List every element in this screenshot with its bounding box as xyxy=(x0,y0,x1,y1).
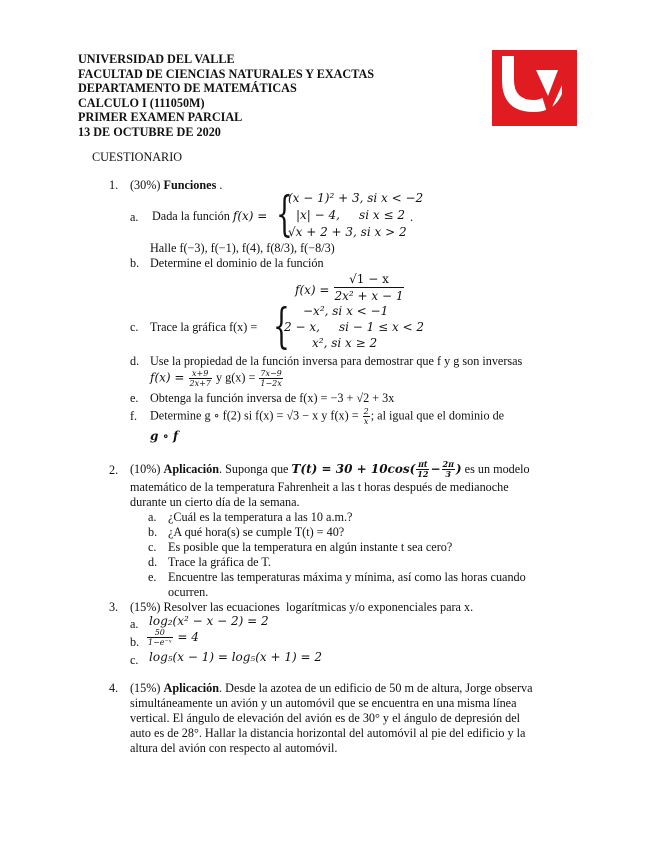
q4-line3: vertical. El ángulo de elevación del avión es de 30° y el ángulo de depresión del xyxy=(130,711,520,725)
q1a-period: . xyxy=(410,210,414,224)
q4-line4: auto es de 28°. Hallar la distancia horizontal del automóvil al pie del edificio y la xyxy=(130,726,526,740)
faculty-name: FACULTAD DE CIENCIAS NATURALES Y EXACTAS xyxy=(78,66,375,81)
q1e-text: Obtenga la función inversa de f(x) = −3 + √2 + 3x xyxy=(150,391,395,405)
q1a-case1: (x − 1)² + 3, si x < −2 xyxy=(288,191,424,205)
q1b-label: b. xyxy=(130,256,140,270)
q2-frac1-num: πt xyxy=(418,459,428,469)
q1e-label: e. xyxy=(130,391,139,405)
q1d-f-den: 2x+7 xyxy=(189,379,211,388)
q1b-lhs: f(x) = xyxy=(295,283,330,297)
q1d-text: Use la propiedad de la función inversa para demostrar que f y g son inversas xyxy=(150,354,523,368)
q4-line1-text: . Desde la azotea de un edificio de 50 m de altura, Jorge observa xyxy=(219,681,533,695)
q1f-frac-num: 2 xyxy=(363,407,369,416)
q1c-brace: { xyxy=(273,298,290,354)
q1f-text-part3: g ∘ f xyxy=(150,429,179,443)
q1d-label: d. xyxy=(130,354,140,368)
q1f-text xyxy=(150,407,504,426)
q2-item-c-label: c. xyxy=(148,540,157,554)
q3b-num: 50 xyxy=(147,628,173,638)
q3b-rhs: = 4 xyxy=(177,630,199,644)
q1a-label: a. xyxy=(130,210,139,224)
q1d-g-den: 1−2x xyxy=(260,379,282,388)
q1d-g-lhs: y g(x) = xyxy=(215,370,256,385)
q2-intro-b: es un modelo xyxy=(464,462,530,476)
q2-item-e-text: Encuentre las temperaturas máxima y mínima, así como las horas cuando xyxy=(168,570,526,584)
q2-item-b-label: b. xyxy=(148,525,158,539)
q3b-den: 1−e⁻ˣ xyxy=(148,638,172,647)
q3b-label: b. xyxy=(130,635,140,649)
q1-heading xyxy=(130,178,222,193)
q2-frac1-den: 12 xyxy=(417,469,429,479)
q1a-halle: Halle f(−3), f(−1), f(4), f(8/3), f(−8/3) xyxy=(150,241,335,255)
q2-item-d-label: d. xyxy=(148,555,158,569)
q1a-intro: Dada la función xyxy=(152,209,230,223)
exam-title: PRIMER EXAMEN PARCIAL xyxy=(78,110,243,125)
q4-line1 xyxy=(130,681,564,696)
q4-line2: simultáneamente un avión y un automóvil que se encuentra en una misma línea xyxy=(130,696,517,710)
q1f-fraction xyxy=(363,407,370,426)
q2-minus: − xyxy=(430,462,441,476)
q2-frac1 xyxy=(416,460,429,479)
q1d-f-lhs: f(x) = xyxy=(150,370,185,385)
q3c-label: c. xyxy=(130,653,139,667)
q3a-equation: log₂(x² − x − 2) = 2 xyxy=(149,614,269,628)
q2-item-e-label: e. xyxy=(148,570,157,584)
q2-title: Aplicación xyxy=(163,462,220,476)
q3c-equation: log₅(x − 1) = log₅(x + 1) = 2 xyxy=(149,650,323,664)
q1d-g-fraction xyxy=(259,369,282,388)
q1c-text: Trace la gráfica f(x) = xyxy=(150,320,258,334)
q2-intro-a: . Suponga que xyxy=(219,462,289,476)
university-logo-icon xyxy=(492,50,577,126)
q2-frac2-den: 3 xyxy=(445,469,451,479)
exam-date: 13 DE OCTUBRE DE 2020 xyxy=(78,124,221,139)
q3-number: 3. xyxy=(109,600,119,614)
q1f-label: f. xyxy=(130,409,138,423)
q2-number: 2. xyxy=(109,463,119,477)
university-name: UNIVERSIDAD DEL VALLE xyxy=(78,52,235,66)
q1a-case2: |x| − 4, si x ≤ 2 xyxy=(296,208,405,222)
q2-weight: (10%) xyxy=(130,462,161,476)
q1d-f-num: x+9 xyxy=(189,369,212,379)
q4-number: 4. xyxy=(109,681,119,695)
q1-title-after: . xyxy=(216,178,223,192)
q2-item-b-text: ¿A qué hora(s) se cumple T(t) = 40? xyxy=(168,525,345,539)
q2-heading xyxy=(130,460,530,479)
q1-title: Funciones xyxy=(163,178,217,192)
q3a-label: a. xyxy=(130,617,139,631)
q1c-case3: x², si x ≥ 2 xyxy=(312,336,378,350)
q2-formula-end: ) xyxy=(455,462,462,476)
q1b-numerator: √1 − x xyxy=(334,272,404,288)
q1f-text-part2: ; al igual que el dominio de xyxy=(370,408,505,423)
q1a-case3: √x + 2 + 3, si x > 2 xyxy=(288,225,407,239)
q2-item-d-text: Trace la gráfica de T. xyxy=(168,555,271,569)
q3-text: (15%) Resolver las ecuaciones logarítmicas y/o exponenciales para x. xyxy=(130,600,474,614)
course-name: CALCULO I (111050M) xyxy=(78,95,205,110)
q3b-equation xyxy=(146,628,199,647)
department-name: DEPARTAMENTO DE MATEMÁTICAS xyxy=(78,81,297,96)
q2-item-a-label: a. xyxy=(148,510,157,524)
q1-number: 1. xyxy=(109,178,119,192)
q1b-denominator: 2x² + x − 1 xyxy=(334,289,404,303)
q1a-lhs: f(x) = xyxy=(232,209,268,223)
q1c-case2: 2 − x, si − 1 ≤ x < 2 xyxy=(284,320,425,334)
q2-line3: durante un cierto día de la semana. xyxy=(130,495,300,509)
q1b-text: Determine el dominio de la función xyxy=(150,256,324,270)
q2-formula-start: T(t) = 30 + 10cos( xyxy=(291,462,416,476)
section-title: CUESTIONARIO xyxy=(92,150,183,164)
q1a-text xyxy=(152,209,267,224)
q2-item-a-text: ¿Cuál es la temperatura a las 10 a.m.? xyxy=(168,510,353,524)
q2-item-c-text: Es posible que la temperatura en algún instante t sea cero? xyxy=(168,540,453,554)
q4-line5: altura del avión con respecto al automóvil. xyxy=(130,741,338,755)
q1c-label: c. xyxy=(130,320,139,334)
q1d-g-num: 7x−9 xyxy=(260,369,282,378)
q2-frac2-num: 2π xyxy=(442,459,454,469)
q4-title: Aplicación xyxy=(163,681,220,695)
q1d-f-fraction xyxy=(189,369,212,388)
q1f-frac-den: x xyxy=(363,417,369,426)
q1f-text-part1: Determine g ∘ f(2) si f(x) = √3 − x y f(x) = xyxy=(150,408,359,423)
q3b-fraction xyxy=(147,628,173,647)
q1-weight: (30%) xyxy=(130,178,161,192)
q2-formula xyxy=(291,459,462,479)
q1a-brace: { xyxy=(276,186,293,242)
q2-line2: matemático de la temperatura Fahrenheit a las t horas después de medianoche xyxy=(130,480,509,494)
q1d-functions xyxy=(150,369,284,388)
exam-header xyxy=(78,52,374,140)
q2-item-e-cont: ocurren. xyxy=(168,585,209,599)
q1c-case1: −x², si x < −1 xyxy=(303,304,389,318)
q4-weight: (15%) xyxy=(130,681,161,695)
q2-frac2 xyxy=(442,460,455,479)
